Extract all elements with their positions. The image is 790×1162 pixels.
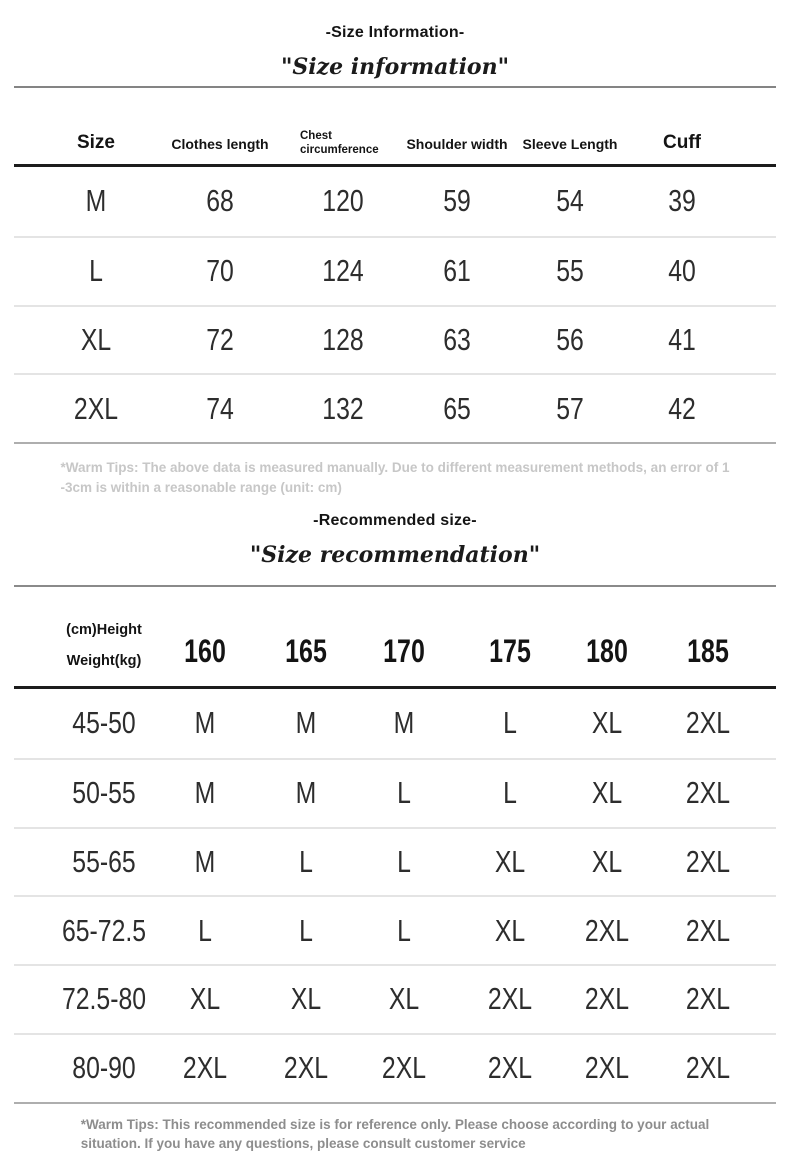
- measure-cell: 132: [322, 390, 364, 426]
- weight-range-cell: 80-90: [72, 1050, 136, 1086]
- measure-cell: 40: [668, 253, 696, 289]
- note-line: *Warm Tips: The above data is measured manually. Due to different measurement methods, an error of 1: [60, 460, 730, 475]
- measure-cell: 41: [668, 321, 696, 357]
- recommend-table-row: [14, 964, 776, 1033]
- size-info-title: -Size Information-: [325, 24, 465, 41]
- measure-cell: 74: [206, 390, 234, 426]
- col-header-height: 170: [383, 633, 425, 669]
- recommended-size-cell: XL: [591, 843, 623, 879]
- col-header-height: 180: [586, 633, 628, 669]
- recommended-size-cell: XL: [290, 981, 322, 1017]
- size-table-row: [14, 236, 776, 305]
- recommended-size-cell: XL: [494, 843, 526, 879]
- recommended-size-cell: L: [397, 775, 411, 811]
- size-table-row: [14, 167, 776, 236]
- weight-range-cell: 45-50: [72, 705, 136, 741]
- weight-range-cell: 50-55: [72, 775, 136, 811]
- measure-cell: 63: [443, 321, 471, 357]
- size-info-subtitle: "Size information": [280, 54, 510, 80]
- measure-cell: 65: [443, 390, 471, 426]
- recommended-size-cell: M: [194, 843, 216, 879]
- measure-cell: 59: [443, 183, 471, 219]
- measure-cell: 39: [668, 183, 696, 219]
- measure-cell: 55: [556, 253, 584, 289]
- weight-range-cell: 55-65: [72, 843, 136, 879]
- recommended-size-title: -Recommended size-: [313, 512, 477, 529]
- size-table-row: [14, 305, 776, 374]
- recommended-size-cell: M: [295, 775, 317, 811]
- recommend-table-header-row: [14, 587, 776, 689]
- recommended-size-cell: 2XL: [283, 1050, 329, 1086]
- size-table-header-row: [14, 88, 776, 167]
- col-header-height: 185: [687, 633, 729, 669]
- measure-cell: 57: [556, 390, 584, 426]
- corner-header-height-label: (cm)Height: [66, 622, 142, 638]
- recommended-size-cell: M: [295, 705, 317, 741]
- recommended-size-cell: 2XL: [584, 981, 630, 1017]
- measure-cell: 56: [556, 321, 584, 357]
- size-label-cell: 2XL: [73, 390, 119, 426]
- measure-cell: 54: [556, 183, 584, 219]
- note-line: *Warm Tips: This recommended size is for reference only. Please choose according to your actual: [80, 1116, 710, 1132]
- measure-cell: 42: [668, 390, 696, 426]
- recommended-size-cell: 2XL: [685, 1050, 731, 1086]
- measure-cell: 72: [206, 321, 234, 357]
- col-header-clothes-length: Clothes length: [171, 136, 269, 152]
- recommended-size-cell: L: [503, 775, 517, 811]
- recommend-table-row: [14, 1033, 776, 1102]
- recommended-size-cell: 2XL: [487, 981, 533, 1017]
- measure-cell: 120: [322, 183, 364, 219]
- recommend-table: [14, 585, 776, 1104]
- recommended-size-cell: XL: [494, 912, 526, 948]
- corner-header-height-weight: [66, 615, 142, 677]
- recommended-size-cell: 2XL: [685, 843, 731, 879]
- recommended-size-cell: M: [194, 705, 216, 741]
- corner-header-weight-label: Weight(kg): [66, 653, 142, 669]
- recommended-size-cell: L: [503, 705, 517, 741]
- size-label-cell: L: [89, 253, 103, 289]
- recommended-size-cell: M: [194, 775, 216, 811]
- recommended-size-cell: L: [397, 843, 411, 879]
- recommend-table-row: [14, 758, 776, 827]
- recommended-size-cell: 2XL: [685, 981, 731, 1017]
- measure-cell: 124: [322, 253, 364, 289]
- size-table-note: [61, 458, 730, 497]
- recommended-size-cell: XL: [388, 981, 420, 1017]
- recommended-size-cell: 2XL: [584, 912, 630, 948]
- col-header-sleeve-length: Sleeve Length: [522, 136, 618, 152]
- weight-range-cell: 65-72.5: [61, 912, 147, 948]
- recommended-size-subtitle: "Size recommendation": [249, 542, 541, 568]
- size-label-cell: M: [85, 183, 107, 219]
- col-header-shoulder-width: Shoulder width: [406, 136, 508, 152]
- recommended-size-cell: L: [198, 912, 212, 948]
- size-label-cell: XL: [80, 321, 112, 357]
- col-header-height: 175: [489, 633, 531, 669]
- note-line: -3cm is within a reasonable range (unit: cm): [60, 479, 342, 495]
- col-header-height: 160: [184, 633, 226, 669]
- recommended-size-cell: 2XL: [685, 705, 731, 741]
- note-line: situation. If you have any questions, please consult customer service: [80, 1136, 526, 1151]
- measure-cell: 68: [206, 183, 234, 219]
- col-header-height: 165: [285, 633, 327, 669]
- col-header-size: Size: [76, 132, 116, 153]
- recommended-size-cell: XL: [591, 775, 623, 811]
- col-header-cuff: Cuff: [663, 132, 701, 153]
- size-table-row: [14, 373, 776, 442]
- recommended-size-cell: 2XL: [685, 912, 731, 948]
- measure-cell: 128: [322, 321, 364, 357]
- recommended-size-cell: 2XL: [685, 775, 731, 811]
- recommend-table-row: [14, 827, 776, 896]
- size-table: [14, 88, 776, 444]
- measure-cell: 61: [443, 253, 471, 289]
- recommended-size-cell: 2XL: [584, 1050, 630, 1086]
- weight-range-cell: 72.5-80: [61, 981, 147, 1017]
- recommended-size-cell: 2XL: [381, 1050, 427, 1086]
- recommend-table-row: [14, 689, 776, 758]
- recommended-size-cell: M: [393, 705, 415, 741]
- recommended-size-cell: XL: [591, 705, 623, 741]
- col-header-chest-circumference: Chest circumference: [300, 130, 379, 156]
- recommended-size-cell: L: [397, 912, 411, 948]
- recommended-size-cell: L: [299, 843, 313, 879]
- recommended-size-cell: 2XL: [182, 1050, 228, 1086]
- recommended-size-cell: 2XL: [487, 1050, 533, 1086]
- recommend-table-row: [14, 895, 776, 964]
- recommended-size-cell: XL: [189, 981, 221, 1017]
- recommend-table-note: [81, 1115, 709, 1154]
- recommended-size-cell: L: [299, 912, 313, 948]
- measure-cell: 70: [206, 253, 234, 289]
